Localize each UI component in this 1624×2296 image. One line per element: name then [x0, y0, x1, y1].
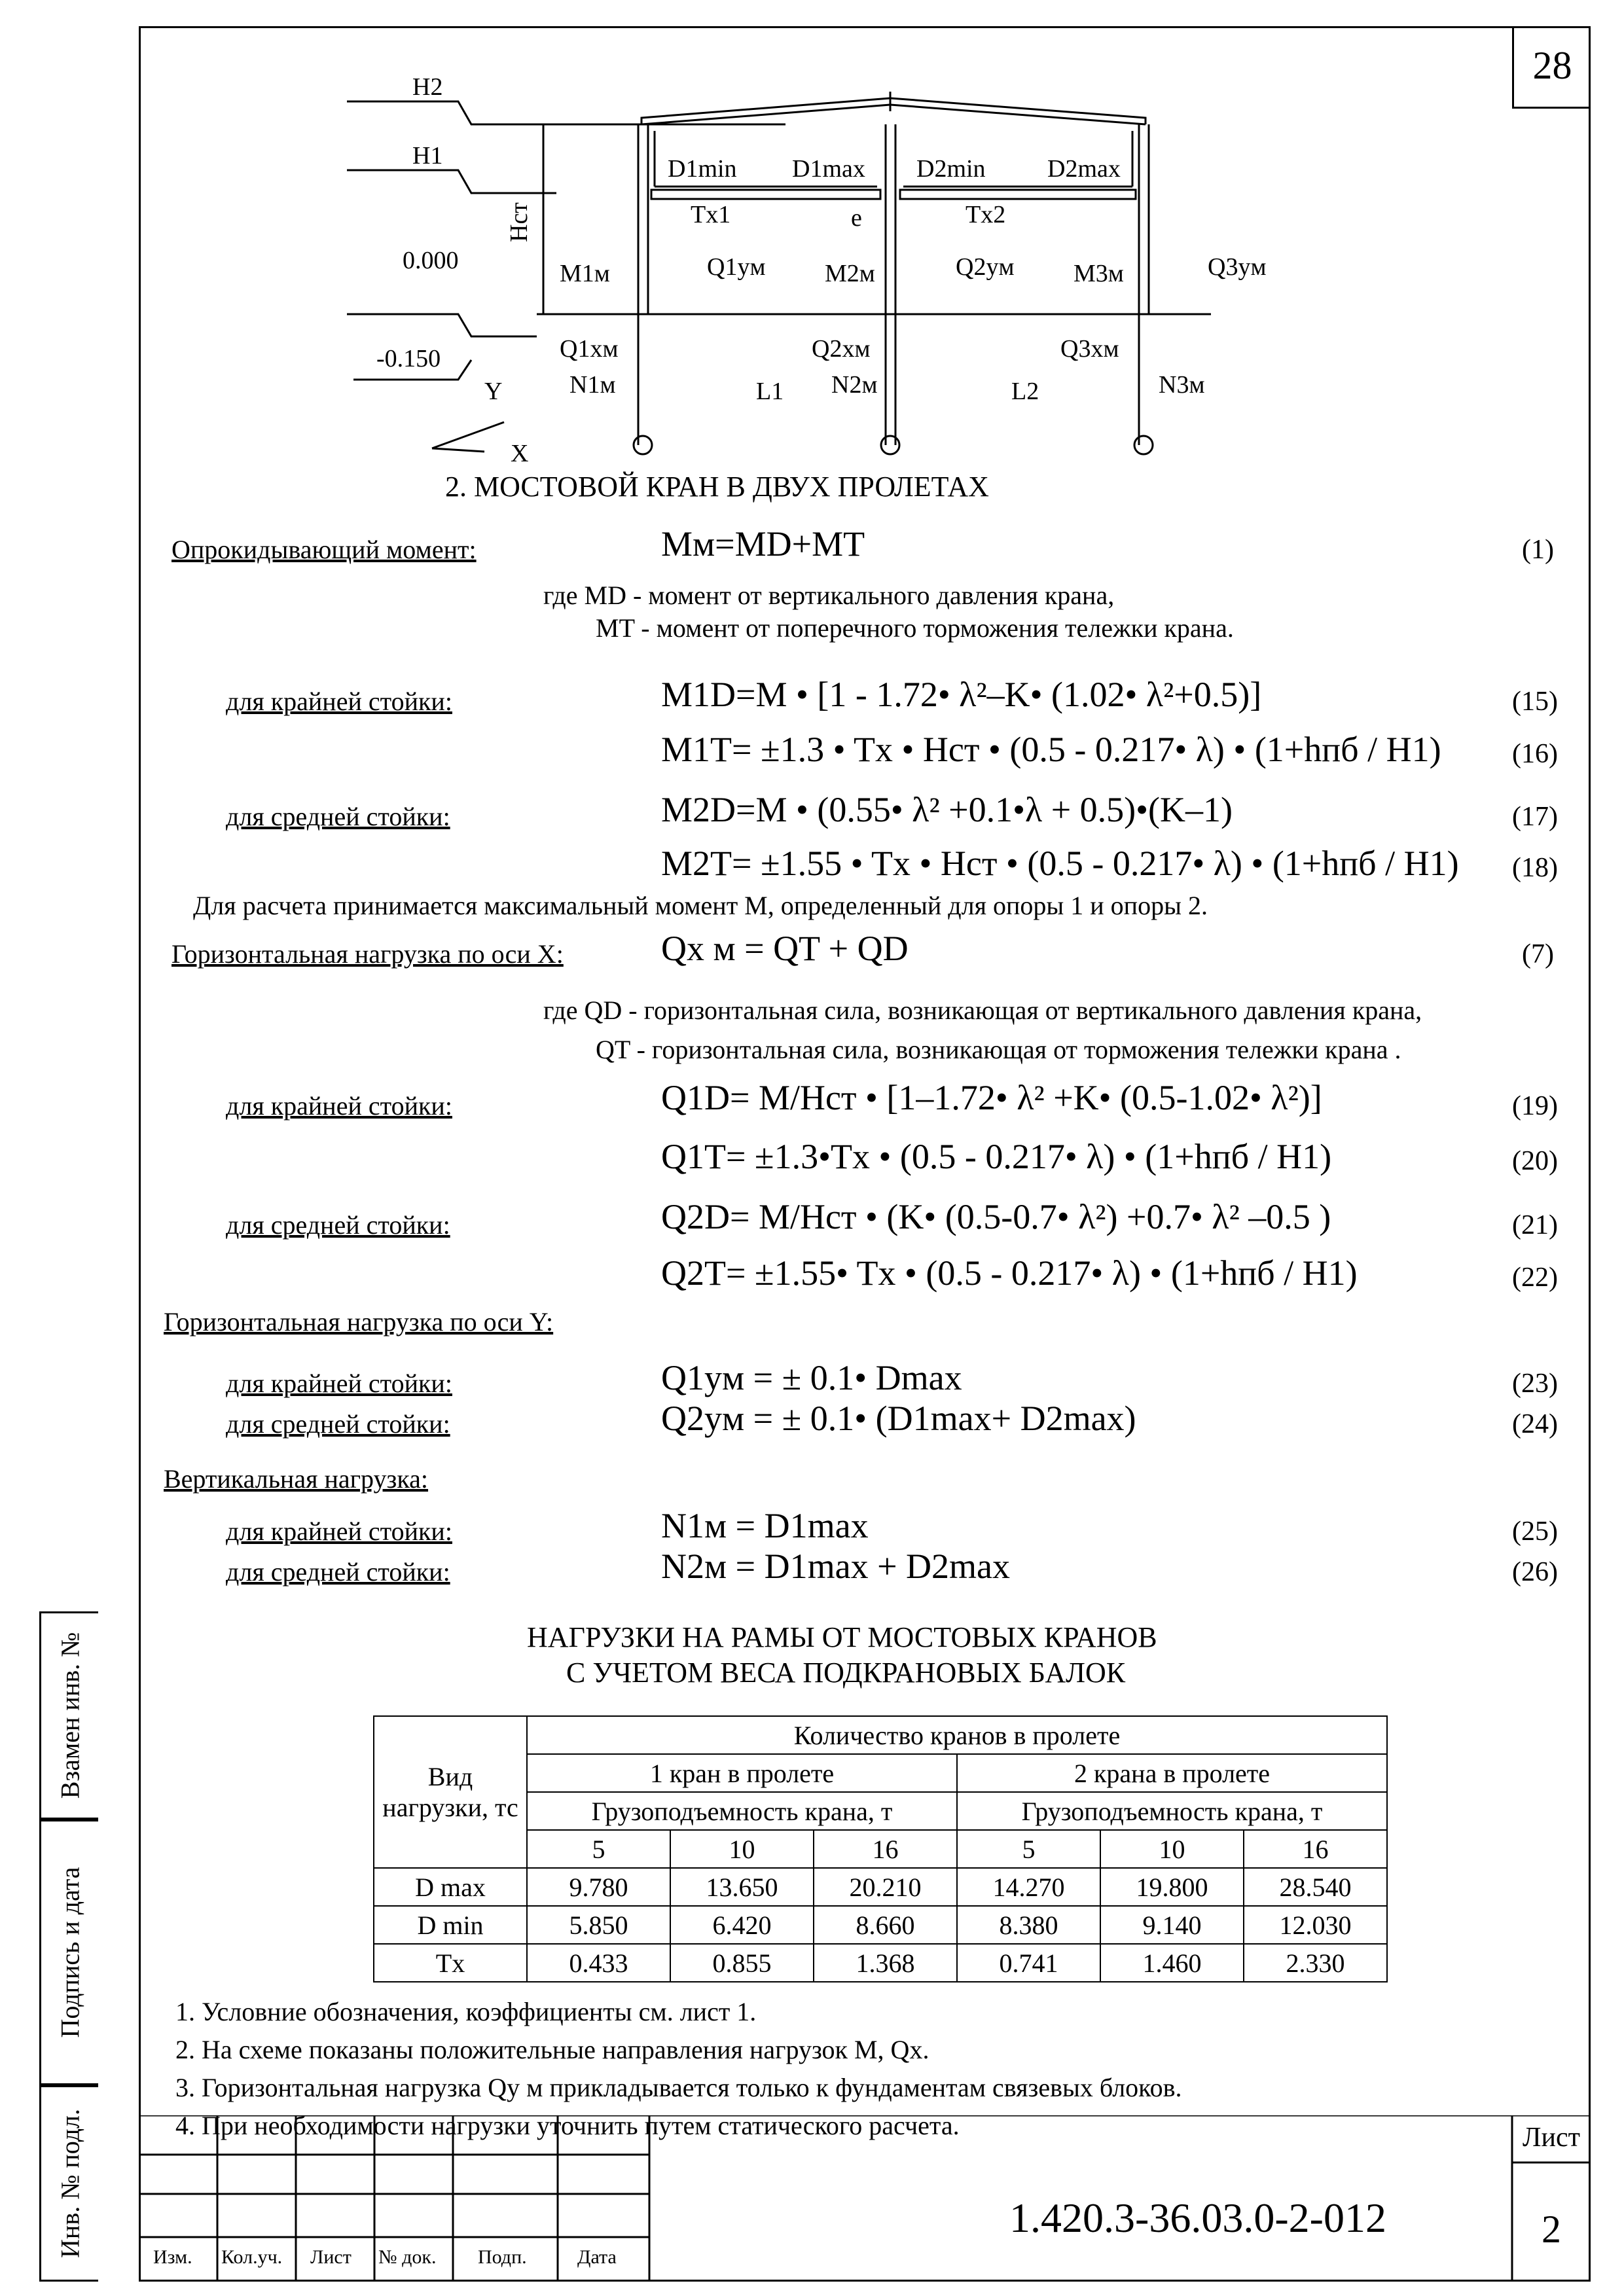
formula-q2t: Q2T= ±1.55• Tx • (0.5 - 0.217• λ) • (1+hпб / H1): [661, 1253, 1358, 1293]
formula-n1: N1м = D1max: [661, 1506, 869, 1545]
formula-q2y: Q2yм = ± 0.1• (D1max+ D2max): [661, 1399, 1136, 1438]
svg-text:N1м: N1м: [569, 371, 616, 399]
svg-text:Q3xм: Q3xм: [1060, 335, 1119, 363]
title-block: Изм. Кол.уч. Лист № док. Подп. Дата 1.420.3-36.03.0-2-012 Лист 2: [139, 2115, 1591, 2282]
label-level-0: 0.000: [403, 247, 459, 274]
label-h1: H1: [412, 142, 443, 170]
crane-frame-diagram: [327, 65, 1309, 471]
label-hst: Нст: [505, 202, 533, 242]
svg-text:e: e: [851, 204, 862, 232]
svg-text:L2: L2: [1011, 378, 1039, 405]
svg-text:N3м: N3м: [1159, 371, 1205, 399]
side-cell-inv-orig: Инв. № подл.: [39, 2085, 98, 2282]
side-cell-replaced-inv: Взамен инв. №: [39, 1611, 98, 1820]
formula-m2d: M2D=M • (0.55• λ² +0.1•λ + 0.5)•(K–1): [661, 790, 1233, 829]
formula-m2t: M2T= ±1.55 • Tx • Hст • (0.5 - 0.217• λ) • (1+hпб / H1): [661, 844, 1459, 883]
svg-text:D2max: D2max: [1047, 155, 1121, 183]
table-title-2: С УЧЕТОМ ВЕСА ПОДКРАНОВЫХ БАЛОК: [566, 1657, 1126, 1689]
formula-qx: Qx м = QT + QD: [661, 929, 909, 968]
table-title-1: НАГРУЗКИ НА РАМЫ ОТ МОСТОВЫХ КРАНОВ: [527, 1621, 1157, 1653]
svg-text:M2м: M2м: [825, 260, 875, 287]
formula-q1d: Q1D= M/Hст • [1–1.72• λ² +K• (0.5-1.02• λ²)]: [661, 1078, 1322, 1117]
svg-text:Q1xм: Q1xм: [560, 335, 619, 363]
overturning-label: Опрокидывающий момент:: [171, 535, 477, 564]
formula-q1y: Q1yм = ± 0.1• Dmax: [661, 1358, 962, 1397]
table-row: Tx 0.433 0.855 1.368 0.741 1.460 2.330: [374, 1944, 1387, 1982]
eq-num: (1): [1522, 535, 1554, 565]
sheet-number: 2: [1542, 2208, 1561, 2251]
note-4: 4. При необходимости нагрузки уточнить путем статического расчета.: [175, 2111, 960, 2140]
svg-text:Q3yм: Q3yм: [1208, 253, 1267, 281]
formula-n2: N2м = D1max + D2max: [661, 1547, 1011, 1586]
svg-text:Q1yм: Q1yм: [707, 253, 766, 281]
label-h2: H2: [412, 73, 443, 101]
crane-loads-table: Вид нагрузки, тс Количество кранов в пролете 1 кран в пролете 2 крана в пролете Грузоподъемность крана, т Грузоподъемность крана, т 5 10 16 5 10 16 D max 9.780 13.650 20.210 14.270 19.800 28.540 D min 5.850 6.420 8.660 8.380 9.140 12.030 Tx 0.433 0.855 1.368 0.741 1.460 2.330: [373, 1715, 1388, 1982]
section-title: 2. МОСТОВОЙ КРАН В ДВУХ ПРОЛЕТАХ: [445, 471, 989, 503]
formula-q1t: Q1T= ±1.3•Tx • (0.5 - 0.217• λ) • (1+hпб / H1): [661, 1137, 1332, 1176]
svg-text:M3м: M3м: [1074, 260, 1124, 287]
label-level-neg: -0.150: [376, 345, 441, 372]
label-axis-x: X: [511, 440, 529, 467]
overturning-formula: Mм=MD+MT: [661, 524, 865, 564]
svg-text:Q2xм: Q2xм: [812, 335, 871, 363]
page-number: 28: [1512, 26, 1591, 109]
note-1: 1. Условние обозначения, коэффициенты см. лист 1.: [175, 1997, 757, 2026]
table-row: D max 9.780 13.650 20.210 14.270 19.800 28.540: [374, 1868, 1387, 1906]
formula-q2d: Q2D= M/Hст • (K• (0.5-0.7• λ²) +0.7• λ² –0.5 ): [661, 1197, 1331, 1236]
svg-text:Q2yм: Q2yм: [956, 253, 1015, 281]
formula-m1t: M1T= ±1.3 • Tx • Hст • (0.5 - 0.217• λ) • (1+hпб / H1): [661, 730, 1441, 769]
svg-text:M1м: M1м: [560, 260, 610, 287]
note-2: 2. На схеме показаны положительные направления нагрузок M, Qx.: [175, 2035, 929, 2064]
svg-text:Tx1: Tx1: [691, 201, 731, 228]
max-moment-note: Для расчета принимается максимальный момент M, определенный для опоры 1 и опоры 2.: [193, 891, 1208, 920]
svg-text:L1: L1: [756, 378, 784, 405]
document-code: 1.420.3-36.03.0-2-012: [1009, 2195, 1386, 2241]
note-3: 3. Горизонтальная нагрузка Qy м прикладывается только к фундаментам связевых блоков.: [175, 2073, 1182, 2102]
label-axis-y: Y: [484, 378, 503, 405]
table-row: D min 5.850 6.420 8.660 8.380 9.140 12.030: [374, 1906, 1387, 1944]
side-cell-signature-date: Подпись и дата: [39, 1820, 98, 2085]
svg-text:D1min: D1min: [668, 155, 737, 183]
svg-text:Tx2: Tx2: [965, 201, 1006, 228]
svg-text:D1max: D1max: [792, 155, 865, 183]
svg-text:D2min: D2min: [916, 155, 986, 183]
svg-text:N2м: N2м: [831, 371, 878, 399]
formula-m1d: M1D=M • [1 - 1.72• λ²–K• (1.02• λ²+0.5)]: [661, 675, 1262, 714]
